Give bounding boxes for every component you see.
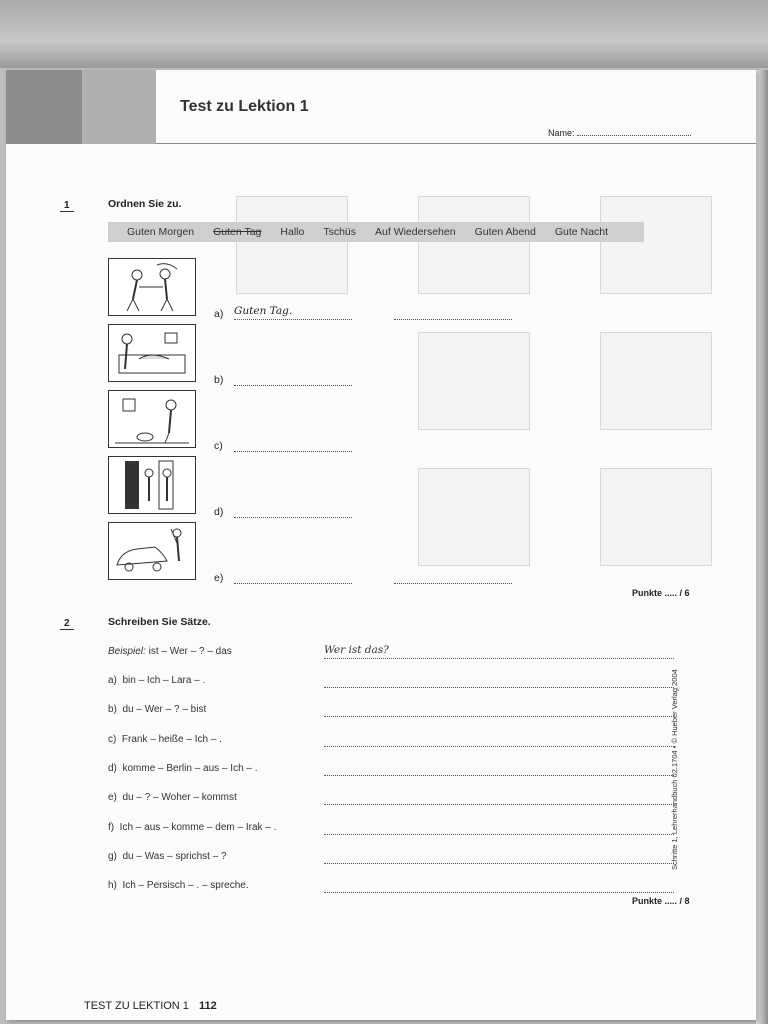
picture-bedroom bbox=[108, 324, 196, 382]
row-text: du – ? – Woher – kommst bbox=[122, 792, 237, 803]
show-through bbox=[236, 196, 348, 294]
show-through bbox=[600, 196, 712, 294]
row-label: e) bbox=[108, 792, 117, 803]
answer-c[interactable] bbox=[214, 440, 223, 452]
answer-label: e) bbox=[214, 572, 224, 584]
answer-line bbox=[324, 775, 674, 776]
answer-line bbox=[324, 746, 674, 747]
worksheet-page bbox=[6, 70, 756, 1020]
row-text: du – Was – sprichst – ? bbox=[122, 851, 227, 862]
word-gute-nacht: Gute Nacht bbox=[554, 226, 608, 238]
page-footer bbox=[84, 1000, 217, 1012]
show-through bbox=[600, 468, 712, 566]
section-1-number: 1 bbox=[60, 200, 74, 212]
picture-car bbox=[108, 522, 196, 580]
answer-line bbox=[324, 892, 674, 893]
picture-handshake bbox=[108, 258, 196, 316]
row-label: a) bbox=[108, 675, 117, 686]
example-row bbox=[108, 646, 674, 662]
answer-b[interactable] bbox=[214, 374, 223, 386]
answer-line bbox=[324, 804, 674, 805]
answer-line bbox=[324, 834, 674, 835]
word-box bbox=[108, 222, 644, 242]
row-label: h) bbox=[108, 880, 117, 891]
show-through bbox=[418, 196, 530, 294]
sentence-words bbox=[108, 792, 237, 803]
answer-label: c) bbox=[214, 440, 223, 452]
row-text: komme – Berlin – aus – Ich – . bbox=[122, 763, 258, 774]
name-line bbox=[577, 135, 691, 136]
row-label: f) bbox=[108, 822, 115, 833]
answer-line bbox=[234, 385, 352, 386]
row-label: g) bbox=[108, 851, 117, 862]
answer-label: d) bbox=[214, 506, 224, 518]
name-label: Name: bbox=[548, 128, 575, 138]
row-label: d) bbox=[108, 763, 117, 774]
example-text bbox=[108, 646, 232, 657]
row-text: Ich – Persisch – . – spreche. bbox=[122, 880, 249, 891]
page-edge-shadow bbox=[756, 70, 768, 1024]
row-label: b) bbox=[108, 704, 117, 715]
row-text: Frank – heiße – Ich – . bbox=[121, 734, 222, 745]
sentence-row-b[interactable] bbox=[108, 704, 674, 720]
answer-line bbox=[324, 716, 674, 717]
answer-line-2 bbox=[394, 319, 512, 320]
sentence-row-e[interactable] bbox=[108, 792, 674, 808]
example-label: Beispiel: bbox=[108, 646, 146, 657]
section-1-title: Ordnen Sie zu. bbox=[108, 198, 182, 210]
sentence-words bbox=[108, 822, 276, 833]
scanner-background bbox=[0, 0, 768, 68]
sentence-words bbox=[108, 763, 258, 774]
example-words: ist – Wer – ? – das bbox=[148, 646, 232, 657]
header-rule bbox=[156, 143, 756, 144]
picture-dog bbox=[108, 390, 196, 448]
word-guten-morgen: Guten Morgen bbox=[127, 226, 195, 238]
word-hallo: Hallo bbox=[280, 226, 305, 238]
answer-line bbox=[324, 687, 674, 688]
row-text: Ich – aus – komme – dem – Irak – . bbox=[119, 822, 277, 833]
row-label: c) bbox=[108, 734, 117, 745]
answer-e[interactable] bbox=[214, 572, 223, 584]
answer-line bbox=[234, 451, 352, 452]
row-text: bin – Ich – Lara – . bbox=[122, 675, 206, 686]
word-guten-tag: Guten Tag bbox=[213, 226, 262, 238]
footer-label: TEST ZU LEKTION 1 bbox=[84, 1000, 189, 1012]
header-block-dark bbox=[6, 70, 82, 144]
section-2-points: Punkte ..... / 8 bbox=[632, 896, 690, 906]
sentence-words bbox=[108, 880, 249, 891]
picture-door bbox=[108, 456, 196, 514]
answer-line bbox=[234, 583, 352, 584]
word-tschues: Tschüs bbox=[323, 226, 357, 238]
section-1-points: Punkte ..... / 6 bbox=[632, 588, 690, 598]
sentence-words bbox=[108, 734, 222, 745]
sentence-words bbox=[108, 704, 206, 715]
answer-line bbox=[324, 658, 674, 659]
word-auf-wiedersehen: Auf Wiedersehen bbox=[375, 226, 456, 238]
sentence-row-a[interactable] bbox=[108, 675, 674, 691]
show-through bbox=[600, 332, 712, 430]
show-through bbox=[418, 468, 530, 566]
sentence-row-f[interactable] bbox=[108, 822, 674, 838]
row-text: du – Wer – ? – bist bbox=[122, 704, 207, 715]
sentence-row-d[interactable] bbox=[108, 763, 674, 779]
sentence-row-c[interactable] bbox=[108, 734, 674, 750]
section-2-number: 2 bbox=[60, 618, 74, 630]
answer-line bbox=[234, 319, 352, 320]
page-title: Test zu Lektion 1 bbox=[180, 98, 309, 115]
example-answer: Wer ist das? bbox=[324, 644, 389, 656]
answer-d[interactable] bbox=[214, 506, 223, 518]
section-2-title: Schreiben Sie Sätze. bbox=[108, 616, 211, 628]
answer-line bbox=[234, 517, 352, 518]
copyright-note: Schritte 1, Lehrerhandbuch 02.1704 • © Hueber Verlag 2004 bbox=[670, 669, 679, 870]
answer-a[interactable] bbox=[214, 305, 293, 320]
show-through bbox=[418, 332, 530, 430]
answer-handwritten: Guten Tag. bbox=[234, 305, 293, 317]
page-number: 112 bbox=[198, 1000, 217, 1012]
sentence-words bbox=[108, 851, 227, 862]
word-guten-abend: Guten Abend bbox=[474, 226, 536, 238]
answer-label: a) bbox=[214, 308, 224, 320]
name-field[interactable] bbox=[548, 128, 691, 138]
sentence-row-g[interactable] bbox=[108, 851, 674, 867]
header-block-light bbox=[82, 70, 156, 144]
answer-line-2 bbox=[394, 583, 512, 584]
answer-label: b) bbox=[214, 374, 224, 386]
sentence-words bbox=[108, 675, 205, 686]
answer-line bbox=[324, 863, 674, 864]
sentence-row-h[interactable] bbox=[108, 880, 674, 896]
